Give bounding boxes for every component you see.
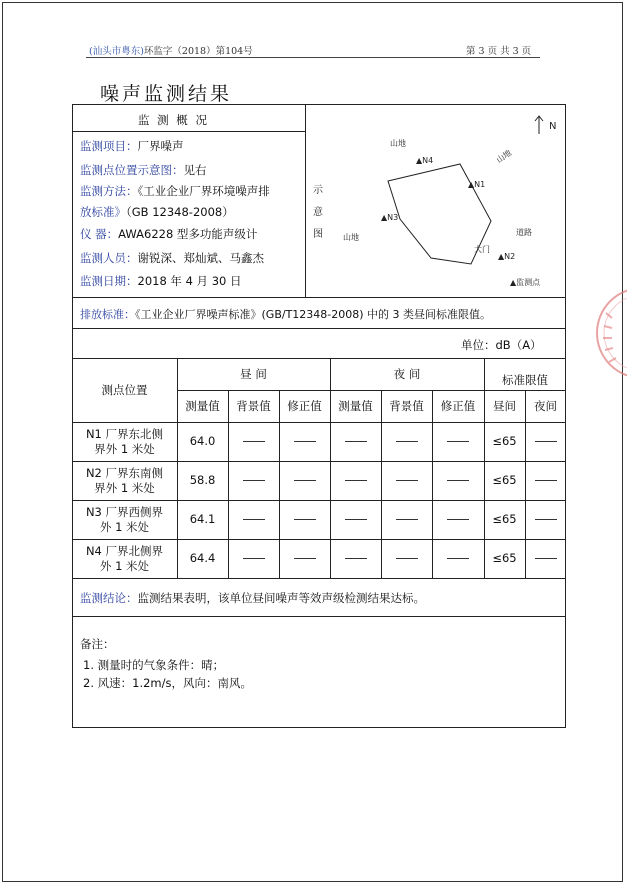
sub-header-day-corrected: 修正值 [287, 398, 322, 413]
date-label: 监测日期： [80, 274, 138, 288]
empty-value-dash [345, 558, 367, 559]
empty-value-dash [396, 441, 418, 442]
empty-value-dash [396, 480, 418, 481]
point-n4-marker: ▲N4 [416, 156, 434, 165]
point-n3-marker: ▲N3 [381, 213, 399, 222]
empty-value-dash [535, 519, 557, 520]
mountain-right-label: 山地 [494, 148, 514, 165]
reference-prefix: (汕头市粤东) [89, 46, 144, 57]
method-label: 监测方法： [80, 184, 138, 198]
page-info: 第 3 页 共 3 页 [466, 46, 532, 57]
standard-label: 排放标准： [80, 308, 135, 321]
empty-value-dash [535, 480, 557, 481]
conclusion-label: 监测结论： [80, 591, 138, 605]
empty-value-dash [535, 441, 557, 442]
table-row-location [72, 461, 177, 500]
divider [72, 328, 566, 329]
mountain-top-label: 山地 [390, 139, 406, 148]
empty-value-dash [447, 441, 469, 442]
divider [72, 131, 305, 132]
empty-value-dash [345, 480, 367, 481]
location-line-2: 界外 1 米处 [94, 441, 155, 456]
day-measured-value: 64.0 [189, 434, 216, 448]
header-divider [86, 57, 540, 58]
location-line-2: 外 1 米处 [99, 558, 150, 573]
empty-value-dash [243, 519, 265, 520]
road-label: 道路 [516, 228, 532, 237]
day-limit-value: ≤65 [492, 512, 517, 526]
empty-value-dash [243, 441, 265, 442]
empty-value-dash [345, 441, 367, 442]
diagram-side-label-3: 图 [313, 229, 323, 240]
document-reference [89, 43, 253, 57]
location-label: 监测点位置示意图： [80, 163, 184, 177]
day-measured-value: 64.4 [189, 551, 216, 565]
day-header: 昼 间 [240, 366, 267, 381]
point-n2-marker: ▲N2 [498, 252, 516, 261]
staff-label: 监测人员： [80, 251, 138, 265]
day-measured-value: 58.8 [189, 473, 216, 487]
overview-heading: 监 测 概 况 [138, 113, 209, 127]
empty-value-dash [447, 558, 469, 559]
empty-value-dash [294, 480, 316, 481]
divider [72, 297, 566, 298]
item-value: 厂界噪声 [137, 139, 184, 153]
conclusion-text: 监测结果表明，该单位昼间噪声等效声级检测结果达标。 [137, 591, 425, 605]
empty-value-dash [447, 480, 469, 481]
location-value: 见右 [183, 163, 207, 177]
sub-header-day-background: 背景值 [236, 398, 271, 413]
day-limit-value: ≤65 [492, 473, 517, 487]
date-value: 2018 年 4 月 30 日 [137, 274, 242, 288]
reference-number: 环监字（2018）第104号 [143, 46, 253, 57]
site-map-diagram [305, 104, 566, 297]
sub-header-night-background: 背景值 [389, 398, 424, 413]
empty-value-dash [396, 558, 418, 559]
gate-label: 大门 [474, 245, 490, 254]
note-item: 1. 测量时的气象条件：晴； [83, 658, 225, 672]
standard-text: 《工业企业厂界噪声标准》(GB/T12348-2008) 中的 3 类昼间标准限值。 [135, 308, 492, 321]
location-line-1: N1 厂界东北侧 [85, 426, 164, 441]
staff-value: 谢锐深、郑灿斌、马鑫杰 [137, 251, 264, 265]
notes-title: 备注： [80, 637, 115, 651]
sub-header-limit-night: 夜间 [534, 398, 557, 413]
instrument-value: AWA6228 型多功能声级计 [118, 227, 258, 241]
method-continued: 放标准》 [80, 205, 126, 219]
document-title: 噪声监测结果 [100, 83, 233, 105]
table-row-location [72, 422, 177, 461]
unit-label: 单位：dB（A） [461, 338, 542, 352]
method-standard-code: （GB 12348-2008） [126, 205, 234, 219]
official-seal-partial [592, 278, 627, 388]
night-header: 夜 间 [393, 366, 421, 381]
sub-header-night-measured: 测量值 [338, 398, 373, 413]
table-row-location [72, 500, 177, 539]
empty-value-dash [294, 519, 316, 520]
note-item: 2. 风速：1.2m/s，风向：南风。 [83, 676, 252, 690]
day-limit-value: ≤65 [492, 434, 517, 448]
limit-header: 标准限值 [502, 372, 548, 387]
north-label: N [549, 121, 557, 132]
divider [72, 578, 566, 579]
location-line-1: N2 厂界东南侧 [85, 465, 164, 480]
instrument-label: 仪 器： [80, 227, 119, 241]
empty-value-dash [294, 441, 316, 442]
location-line-2: 界外 1 米处 [94, 480, 155, 495]
location-line-2: 外 1 米处 [99, 519, 150, 534]
empty-value-dash [243, 480, 265, 481]
item-label: 监测项目： [80, 139, 138, 153]
sub-header-day-measured: 测量值 [185, 398, 220, 413]
location-line-1: N3 厂界西侧界 [85, 504, 164, 519]
col-location-header: 测点位置 [101, 382, 148, 397]
divider [72, 616, 566, 617]
mountain-left-label: 山地 [343, 233, 359, 242]
table-row-location [72, 539, 177, 578]
location-line-1: N4 厂界北侧界 [85, 543, 164, 558]
empty-value-dash [447, 519, 469, 520]
sub-header-night-corrected: 修正值 [440, 398, 476, 413]
monitoring-point-legend: ▲监测点 [510, 278, 541, 287]
empty-value-dash [243, 558, 265, 559]
method-value: 《工业企业厂界环境噪声排 [137, 184, 270, 198]
empty-value-dash [535, 558, 557, 559]
diagram-side-label-1: 示 [313, 185, 323, 196]
empty-value-dash [396, 519, 418, 520]
point-n1-marker: ▲N1 [468, 180, 486, 189]
day-measured-value: 64.1 [189, 512, 216, 526]
empty-value-dash [345, 519, 367, 520]
empty-value-dash [294, 558, 316, 559]
diagram-side-label-2: 意 [313, 207, 323, 218]
day-limit-value: ≤65 [492, 551, 517, 565]
sub-header-limit-day: 昼间 [493, 398, 516, 413]
